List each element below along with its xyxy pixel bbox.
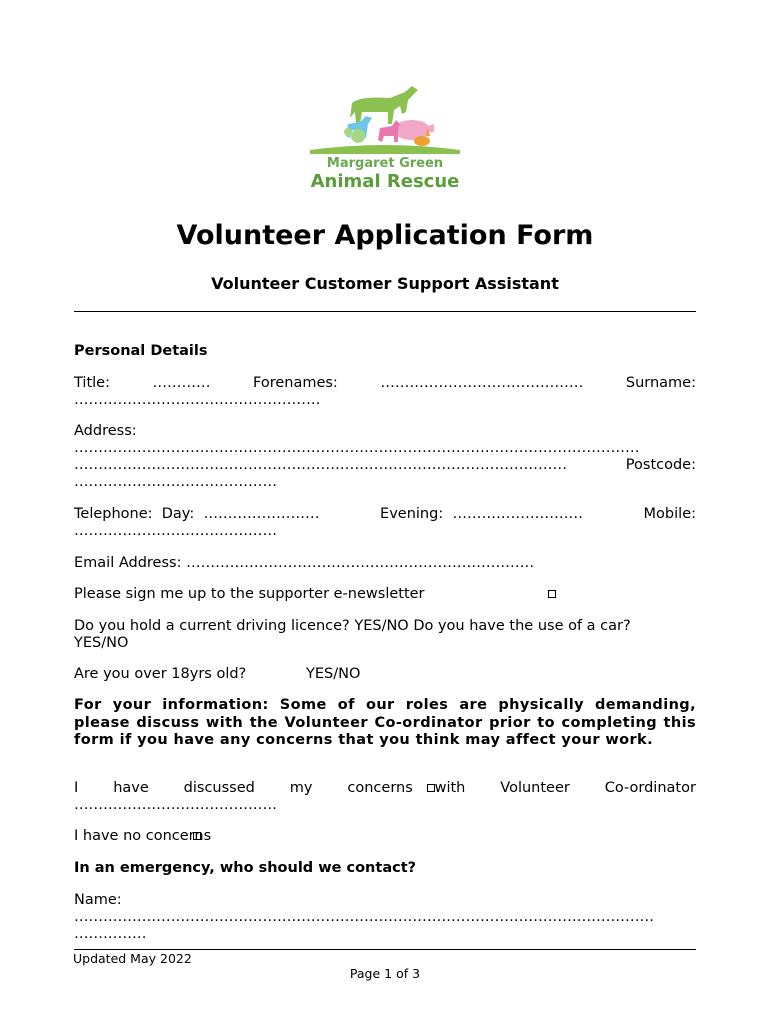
age-question: Are you over 18yrs old?: [74, 666, 247, 682]
personal-details-heading: Personal Details: [74, 343, 208, 359]
telephone-label: [74, 506, 319, 523]
coordinator-name-field[interactable]: ……………………………………: [74, 797, 277, 813]
day-phone-field[interactable]: ……………………: [203, 506, 320, 522]
concerns-discussed-checkbox[interactable]: [427, 784, 435, 792]
concerns-word: my: [289, 780, 313, 796]
emergency-name-field-cont[interactable]: ……………: [74, 926, 147, 942]
footer-divider: [74, 949, 696, 950]
car-answer[interactable]: YES/NO: [74, 635, 129, 651]
title-field[interactable]: …………: [152, 375, 211, 391]
name-row: [74, 375, 696, 392]
logo-text-line1: Margaret Green: [326, 156, 444, 171]
newsletter-text: Please sign me up to the supporter e-newsletter: [74, 586, 425, 602]
concerns-discussed-row: [74, 780, 696, 797]
email-label: Email Address:: [74, 555, 182, 571]
concerns-word: have: [113, 780, 149, 796]
concerns-word: I: [74, 780, 79, 796]
form-subtitle: Volunteer Customer Support Assistant: [211, 274, 559, 293]
no-concerns-checkbox[interactable]: [193, 832, 201, 840]
postcode-label: Postcode:: [625, 457, 696, 473]
evening-phone-field[interactable]: ………………………: [452, 506, 583, 522]
emergency-name-label: Name:: [74, 892, 122, 908]
surname-field[interactable]: ……………………………………………: [74, 392, 321, 408]
newsletter-checkbox[interactable]: [548, 590, 556, 598]
concerns-with-group: [347, 780, 465, 797]
address-label: Address:: [74, 423, 137, 439]
animals-illustration-icon: [300, 78, 470, 158]
evening-label: Evening:: [380, 506, 444, 522]
title-label: Title:: [74, 375, 110, 391]
forenames-field[interactable]: ……………………………………: [380, 375, 584, 391]
concerns-word: Co-ordinator: [604, 780, 696, 796]
mobile-label: Mobile:: [643, 506, 696, 522]
email-field[interactable]: ………………………………………………………………: [186, 555, 535, 571]
address-line-1[interactable]: ………………………………………………………………………………………………………: [74, 440, 640, 456]
mobile-field[interactable]: ……………………………………: [74, 523, 277, 539]
header-divider: [74, 311, 696, 312]
concerns-word: Volunteer: [500, 780, 570, 796]
age-answer[interactable]: YES/NO: [306, 666, 361, 682]
address-line-2[interactable]: …………………………………………………………………………………………: [74, 457, 567, 473]
form-title: Volunteer Application Form: [176, 220, 594, 251]
emergency-heading: In an emergency, who should we contact?: [74, 860, 417, 876]
telephone-row: [74, 506, 696, 523]
concerns-word: concerns: [347, 780, 413, 796]
address-line-2-row: [74, 457, 696, 474]
surname-label: Surname:: [625, 375, 696, 391]
page-number: Page 1 of 3: [349, 966, 421, 981]
day-label: Day:: [161, 506, 195, 522]
physical-demands-notice: For your information: Some of our roles are physically demanding, please discuss with the Volunteer Co-ordinator prior to completing this form if you have any concerns that you think may affect your work.: [74, 697, 696, 748]
licence-question: Do you hold a current driving licence? YES/NO Do you have the use of a car?: [74, 618, 631, 634]
concerns-word: with: [434, 780, 466, 796]
concerns-word: discussed: [183, 780, 255, 796]
telephone-label-text: Telephone:: [74, 506, 153, 522]
postcode-field[interactable]: ……………………………………: [74, 474, 277, 490]
forenames-label: Forenames:: [253, 375, 338, 391]
email-row: [74, 555, 696, 572]
organisation-logo: [300, 78, 470, 198]
updated-date: Updated May 2022: [73, 951, 192, 966]
emergency-name-field[interactable]: …………………………………………………………………………………………………………: [74, 909, 654, 925]
no-concerns-label: I have no concerns: [74, 828, 212, 844]
evening-group: [380, 506, 583, 523]
logo-text-line2: Animal Rescue: [310, 171, 460, 192]
